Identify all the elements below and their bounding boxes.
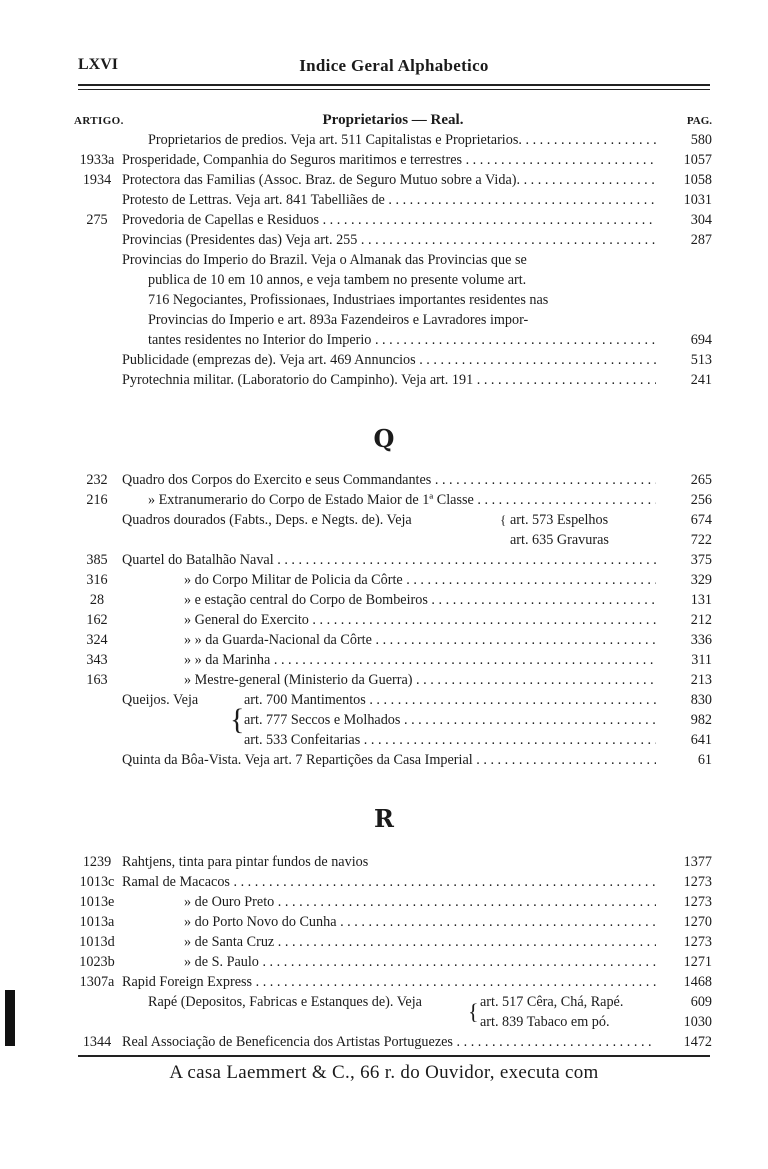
list-item: 1013c Ramal de Macacos . . . 1273: [72, 872, 712, 892]
artigo-header: ARTIGO.: [74, 115, 124, 127]
list-item: art. 700 Mantimentos . . . 830: [244, 690, 712, 710]
list-item: Queijos. Veja: [122, 692, 199, 708]
page-header: [78, 56, 710, 78]
list-item: 1023b » de S. Paulo . . . 1271: [72, 952, 712, 972]
footer-advert: A casa Laemmert & C., 66 r. do Ouvidor, executa com: [169, 1062, 599, 1083]
list-item: Protesto de Lettras. Veja art. 841 Tabelliães de . . . 1031: [72, 190, 712, 210]
column-headers: [74, 112, 712, 132]
list-item: Provincias (Presidentes das) Veja art. 255 . . . 287: [72, 230, 712, 250]
pag-header: PAG.: [686, 115, 712, 127]
page-number: LXVI: [78, 56, 119, 73]
list-item: 324 » » da Guarda-Nacional da Côrte . . . 336: [72, 630, 712, 650]
page-title: Indice Geral Alphabetico: [299, 56, 489, 75]
footer-rule: [78, 1055, 710, 1057]
list-item: Pyrotechnia militar. (Laboratorio do Campinho). Veja art. 191 . . . 241: [72, 370, 712, 390]
brace: {: [468, 999, 479, 1024]
list-item: 1013a » do Porto Novo do Cunha . . . 1270: [72, 912, 712, 932]
list-item: Proprietarios de predios. Veja art. 511 Capitalistas e Proprietarios. . . . 580: [72, 130, 712, 150]
list-item: art. 635 Gravuras 722: [510, 532, 712, 548]
section-header: Proprietarios — Real.: [322, 112, 464, 128]
list-item: 28 » e estação central do Corpo de Bombeiros . . . 131: [72, 590, 712, 610]
list-item: art. 517 Cêra, Chá, Rapé. 609: [480, 994, 712, 1010]
list-item: Quadros dourados (Fabts., Deps. e Negts. de). Veja: [122, 512, 412, 528]
list-item: 716 Negociantes, Profissionaes, Industriaes importantes residentes nas: [148, 292, 549, 308]
list-item: Quinta da Bôa-Vista. Veja art. 7 Repartições da Casa Imperial . . . 61: [72, 750, 712, 770]
list-item: 275 Provedoria de Capellas e Residuos . . . 304: [72, 210, 712, 230]
brace: {: [230, 703, 245, 736]
header-rule-thin: [78, 89, 710, 90]
list-item: 1013d » de Santa Cruz . . . 1273: [72, 932, 712, 952]
list-item: 1013e » de Ouro Preto . . . 1273: [72, 892, 712, 912]
list-item: Provincias do Imperio e art. 893a Fazendeiros e Lavradores impor-: [148, 312, 529, 328]
list-item: 216 » Extranumerario do Corpo de Estado Maior de 1ª Classe . . . 256: [72, 490, 712, 510]
list-item: publica de 10 em 10 annos, e veja tambem no presente volume art.: [148, 272, 527, 288]
margin-mark: [5, 990, 15, 1046]
list-item: 343 » » da Marinha . . . 311: [72, 650, 712, 670]
list-item: 1307a Rapid Foreign Express . . . 1468: [72, 972, 712, 992]
list-item: Provincias do Imperio do Brazil. Veja o Almanak das Provincias que se: [122, 252, 527, 268]
list-item: Rapé (Depositos, Fabricas e Estanques de). Veja: [148, 994, 422, 1010]
list-item: 316 » do Corpo Militar de Policia da Côrte . . . 329: [72, 570, 712, 590]
list-item: art. 777 Seccos e Molhados . . . 982: [244, 710, 712, 730]
list-item: 232 Quadro dos Corpos do Exercito e seus Commandantes . . . 265: [72, 470, 712, 490]
list-item: 1344 Real Associação de Beneficencia dos Artistas Portuguezes . . . 1472: [72, 1032, 712, 1052]
section-letter-q: Q: [373, 424, 395, 453]
list-item: 162 » General do Exercito . . . 212: [72, 610, 712, 630]
list-item: 1933a Prosperidade, Companhia do Seguros maritimos e terrestres . . . 1057: [72, 150, 712, 170]
section-letter-r: R: [374, 804, 394, 833]
list-item: 385 Quartel do Batalhão Naval . . . 375: [72, 550, 712, 570]
list-item: Publicidade (emprezas de). Veja art. 469 Annuncios . . . 513: [72, 350, 712, 370]
list-item: 1239 Rahtjens, tinta para pintar fundos de navios 1377: [82, 854, 712, 870]
list-item: art. 533 Confeitarias . . . 641: [244, 730, 712, 750]
list-item: tantes residentes no Interior do Imperio . . . 694: [72, 330, 712, 350]
brace: {: [500, 512, 507, 527]
header-rule: [78, 84, 710, 86]
list-item: 1934 Protectora das Familias (Assoc. Braz. de Seguro Mutuo sobre a Vida). . . . 1058: [72, 170, 712, 190]
list-item: art. 573 Espelhos 674: [510, 512, 712, 528]
list-item: art. 839 Tabaco em pó. 1030: [480, 1014, 712, 1030]
list-item: 163 » Mestre-general (Ministerio da Guerra) . . . 213: [72, 670, 712, 690]
